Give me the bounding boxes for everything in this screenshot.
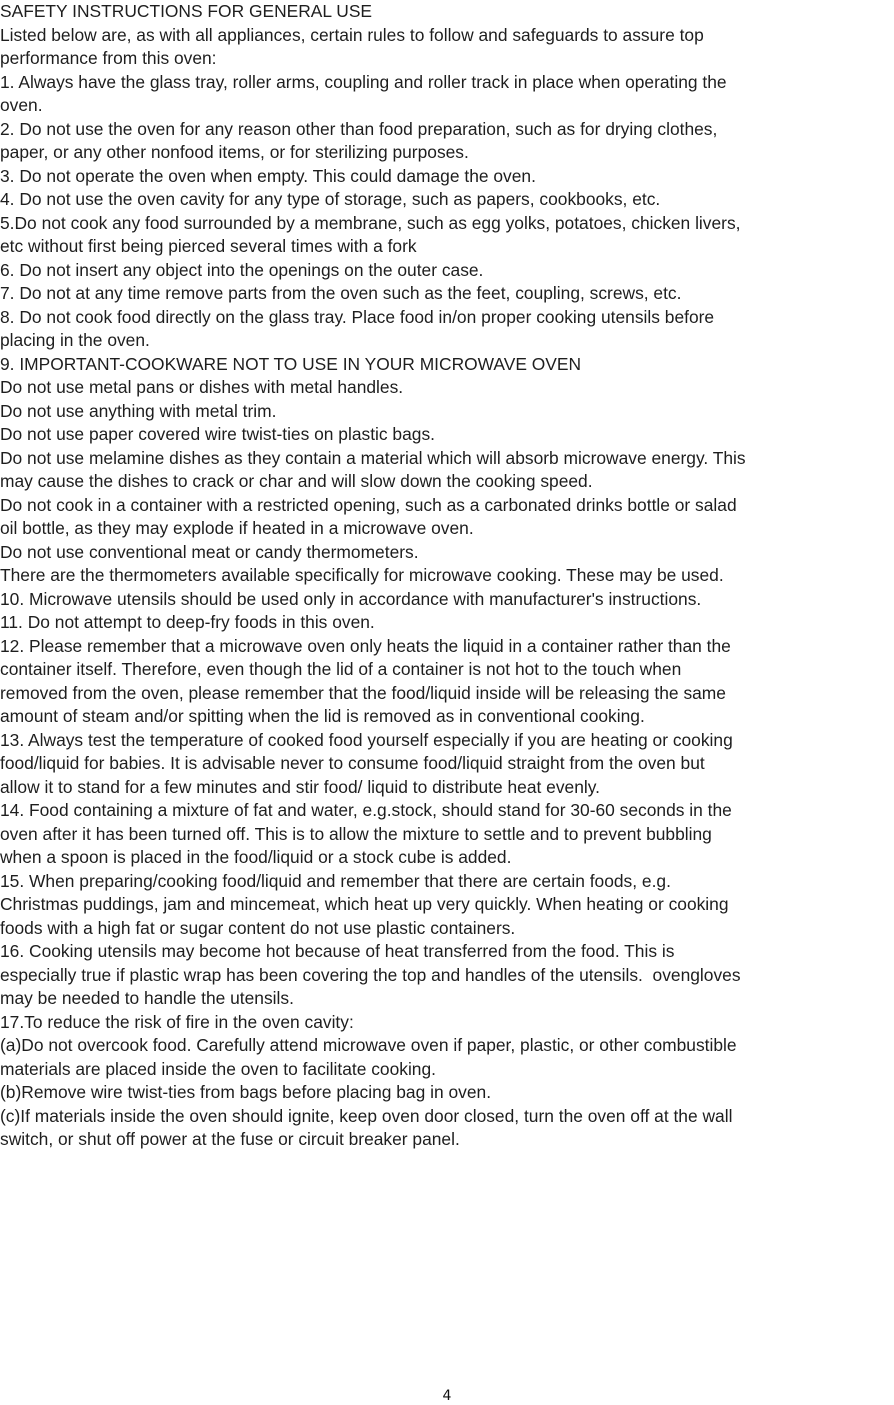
text-line: may be needed to handle the utensils.	[0, 988, 294, 1008]
text-line: 8. Do not cook food directly on the glass tray. Place food in/on proper cooking utensils before	[0, 306, 715, 327]
text-line: 10. Microwave utensils should be used only in accordance with manufacturer's instructions.	[0, 588, 702, 609]
text-line: 3. Do not operate the oven when empty. This could damage the oven.	[0, 165, 536, 186]
text-line: amount of steam and/or spitting when the lid is removed as in conventional cooking.	[0, 706, 645, 726]
text-line: 17.To reduce the risk of fire in the oven cavity:	[0, 1011, 354, 1032]
text-line: (a)Do not overcook food. Carefully attend microwave oven if paper, plastic, or other combustible	[0, 1035, 737, 1055]
text-line: 5.Do not cook any food surrounded by a membrane, such as egg yolks, potatoes, chicken livers,	[0, 212, 741, 233]
text-line: Do not use melamine dishes as they contain a material which will absorb microwave energy. This	[0, 447, 746, 468]
text-line: Christmas puddings, jam and mincemeat, which heat up very quickly. When heating or cooking	[0, 894, 729, 914]
text-line: paper, or any other nonfood items, or for sterilizing purposes.	[0, 142, 469, 162]
text-line: 9. IMPORTANT-COOKWARE NOT TO USE IN YOUR MICROWAVE OVEN	[0, 353, 582, 374]
text-line: etc without first being pierced several times with a fork	[0, 236, 417, 256]
text-line: 12. Please remember that a microwave oven only heats the liquid in a container rather than the	[0, 635, 731, 656]
text-line: especially true if plastic wrap has been covering the top and handles of the utensils. ovengloves	[0, 964, 741, 985]
text-line: Do not use conventional meat or candy thermometers.	[0, 541, 419, 562]
text-line: Do not use paper covered wire twist-ties on plastic bags.	[0, 424, 435, 444]
text-line: placing in the oven.	[0, 330, 150, 350]
page-number: 4	[442, 1388, 452, 1404]
text-line: may cause the dishes to crack or char and will slow down the cooking speed.	[0, 471, 593, 491]
text-line: 4. Do not use the oven cavity for any type of storage, such as papers, cookbooks, etc.	[0, 189, 661, 209]
text-line: removed from the oven, please remember that the food/liquid inside will be releasing the same	[0, 682, 726, 703]
text-line: 14. Food containing a mixture of fat and water, e.g.stock, should stand for 30-60 seconds in the	[0, 800, 732, 820]
text-line: oil bottle, as they may explode if heated in a microwave oven.	[0, 518, 474, 538]
text-line: oven.	[0, 95, 43, 115]
text-line: oven after it has been turned off. This is to allow the mixture to settle and to prevent bubbling	[0, 823, 712, 844]
text-line: switch, or shut off power at the fuse or circuit breaker panel.	[0, 1129, 460, 1149]
text-line: Do not use metal pans or dishes with metal handles.	[0, 377, 404, 397]
text-line: container itself. Therefore, even though the lid of a container is not hot to the touch when	[0, 659, 682, 679]
text-line: Do not use anything with metal trim.	[0, 400, 277, 421]
text-line: 7. Do not at any time remove parts from the oven such as the feet, coupling, screws, etc.	[0, 283, 682, 303]
text-line: Listed below are, as with all appliances, certain rules to follow and safeguards to assure top	[0, 24, 704, 45]
text-line: when a spoon is placed in the food/liquid or a stock cube is added.	[0, 847, 512, 867]
text-line: food/liquid for babies. It is advisable never to consume food/liquid straight from the oven but	[0, 753, 705, 773]
text-line: 2. Do not use the oven for any reason other than food preparation, such as for drying clothes,	[0, 118, 718, 139]
text-line: 1. Always have the glass tray, roller arms, coupling and roller track in place when operating the	[0, 71, 727, 92]
text-line: foods with a high fat or sugar content do not use plastic containers.	[0, 917, 516, 938]
text-line: 6. Do not insert any object into the openings on the outer case.	[0, 259, 484, 280]
text-line: (b)Remove wire twist-ties from bags before placing bag in oven.	[0, 1082, 492, 1102]
text-line: 13. Always test the temperature of cooked food yourself especially if you are heating or cooking	[0, 729, 733, 750]
text-line: 15. When preparing/cooking food/liquid and remember that there are certain foods, e.g.	[0, 870, 671, 891]
text-line: 11. Do not attempt to deep-fry foods in this oven.	[0, 612, 375, 632]
text-line: allow it to stand for a few minutes and stir food/ liquid to distribute heat evenly.	[0, 776, 600, 797]
text-line: materials are placed inside the oven to facilitate cooking.	[0, 1058, 436, 1079]
text-line: There are the thermometers available specifically for microwave cooking. These may be used.	[0, 565, 724, 585]
text-line: performance from this oven:	[0, 48, 217, 68]
section-title: SAFETY INSTRUCTIONS FOR GENERAL USE	[0, 1, 373, 21]
text-line: 16. Cooking utensils may become hot because of heat transferred from the food. This is	[0, 941, 675, 961]
text-line: Do not cook in a container with a restricted opening, such as a carbonated drinks bottle or salad	[0, 494, 737, 515]
text-line: (c)If materials inside the oven should ignite, keep oven door closed, turn the oven off at the wall	[0, 1105, 733, 1126]
